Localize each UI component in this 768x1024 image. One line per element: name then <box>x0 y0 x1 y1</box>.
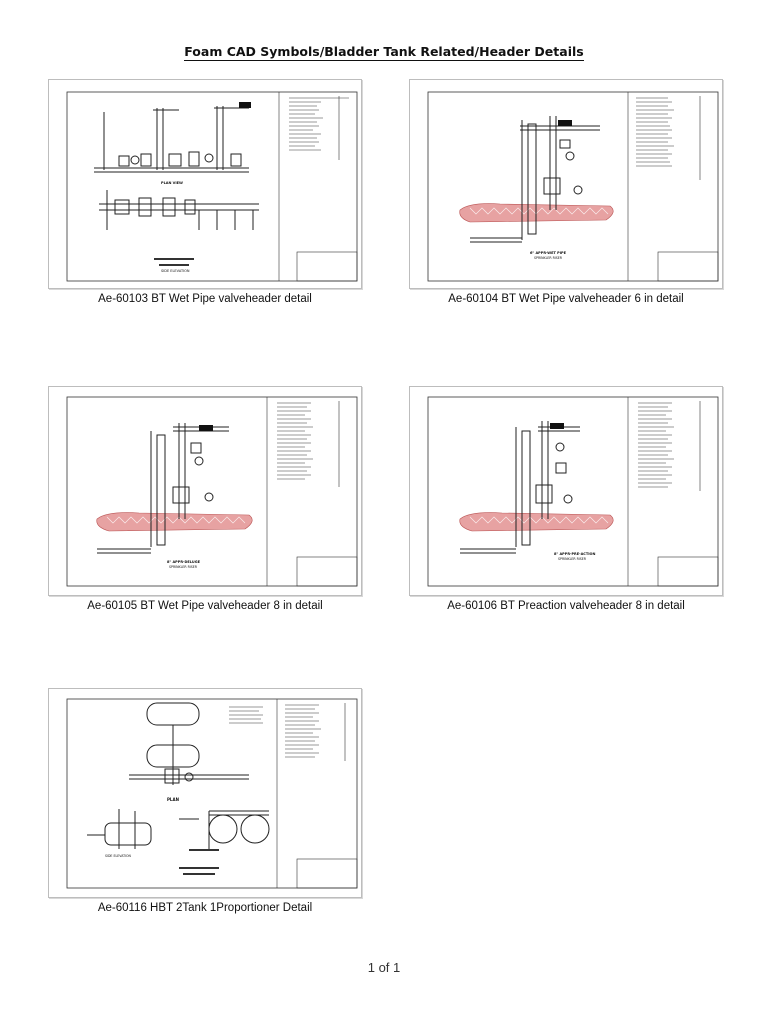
drawing-caption: Ae-60104 BT Wet Pipe valveheader 6 in detail <box>448 293 684 305</box>
drawing-card[interactable] <box>48 688 362 920</box>
drawing-caption: Ae-60105 BT Wet Pipe valveheader 8 in detail <box>87 600 323 612</box>
drawing-label: 8" APPR-PRE-ACTION <box>554 552 596 556</box>
drawing-card[interactable] <box>48 79 362 311</box>
drawing-card[interactable] <box>409 386 723 618</box>
page-title: Foam CAD Symbols/Bladder Tank Related/Header Details <box>184 44 584 59</box>
drawing-sublabel: SPRINKLER RISER <box>169 565 197 569</box>
drawing-thumbnail[interactable] <box>409 79 723 289</box>
drawing-thumbnail[interactable] <box>409 386 723 596</box>
drawing-thumbnail[interactable] <box>48 79 362 289</box>
drawing-thumbnail[interactable] <box>48 386 362 596</box>
drawing-caption: Ae-60106 BT Preaction valveheader 8 in detail <box>447 600 685 612</box>
drawing-label: PLAN <box>167 797 179 802</box>
drawing-sublabel: SPRINKLER RISER <box>558 557 586 561</box>
drawing-caption: Ae-60103 BT Wet Pipe valveheader detail <box>98 293 312 305</box>
drawing-label: 8" APPR-DELUGE <box>167 560 200 564</box>
drawing-sublabel: SPRINKLER RISER <box>534 256 562 260</box>
drawing-thumbnail[interactable] <box>48 688 362 898</box>
page-counter: 1 of 1 <box>367 960 401 975</box>
drawing-sublabel: SIDE ELEVATION <box>105 854 131 858</box>
drawing-card[interactable] <box>409 79 723 311</box>
drawing-label: PLAN VIEW <box>161 181 183 185</box>
drawing-card[interactable] <box>48 386 362 618</box>
drawing-caption: Ae-60116 HBT 2Tank 1Proportioner Detail <box>97 902 313 914</box>
drawing-sublabel: SIDE ELEVATION <box>161 269 190 273</box>
drawing-label: 6" APPR-WET PIPE <box>530 251 566 255</box>
